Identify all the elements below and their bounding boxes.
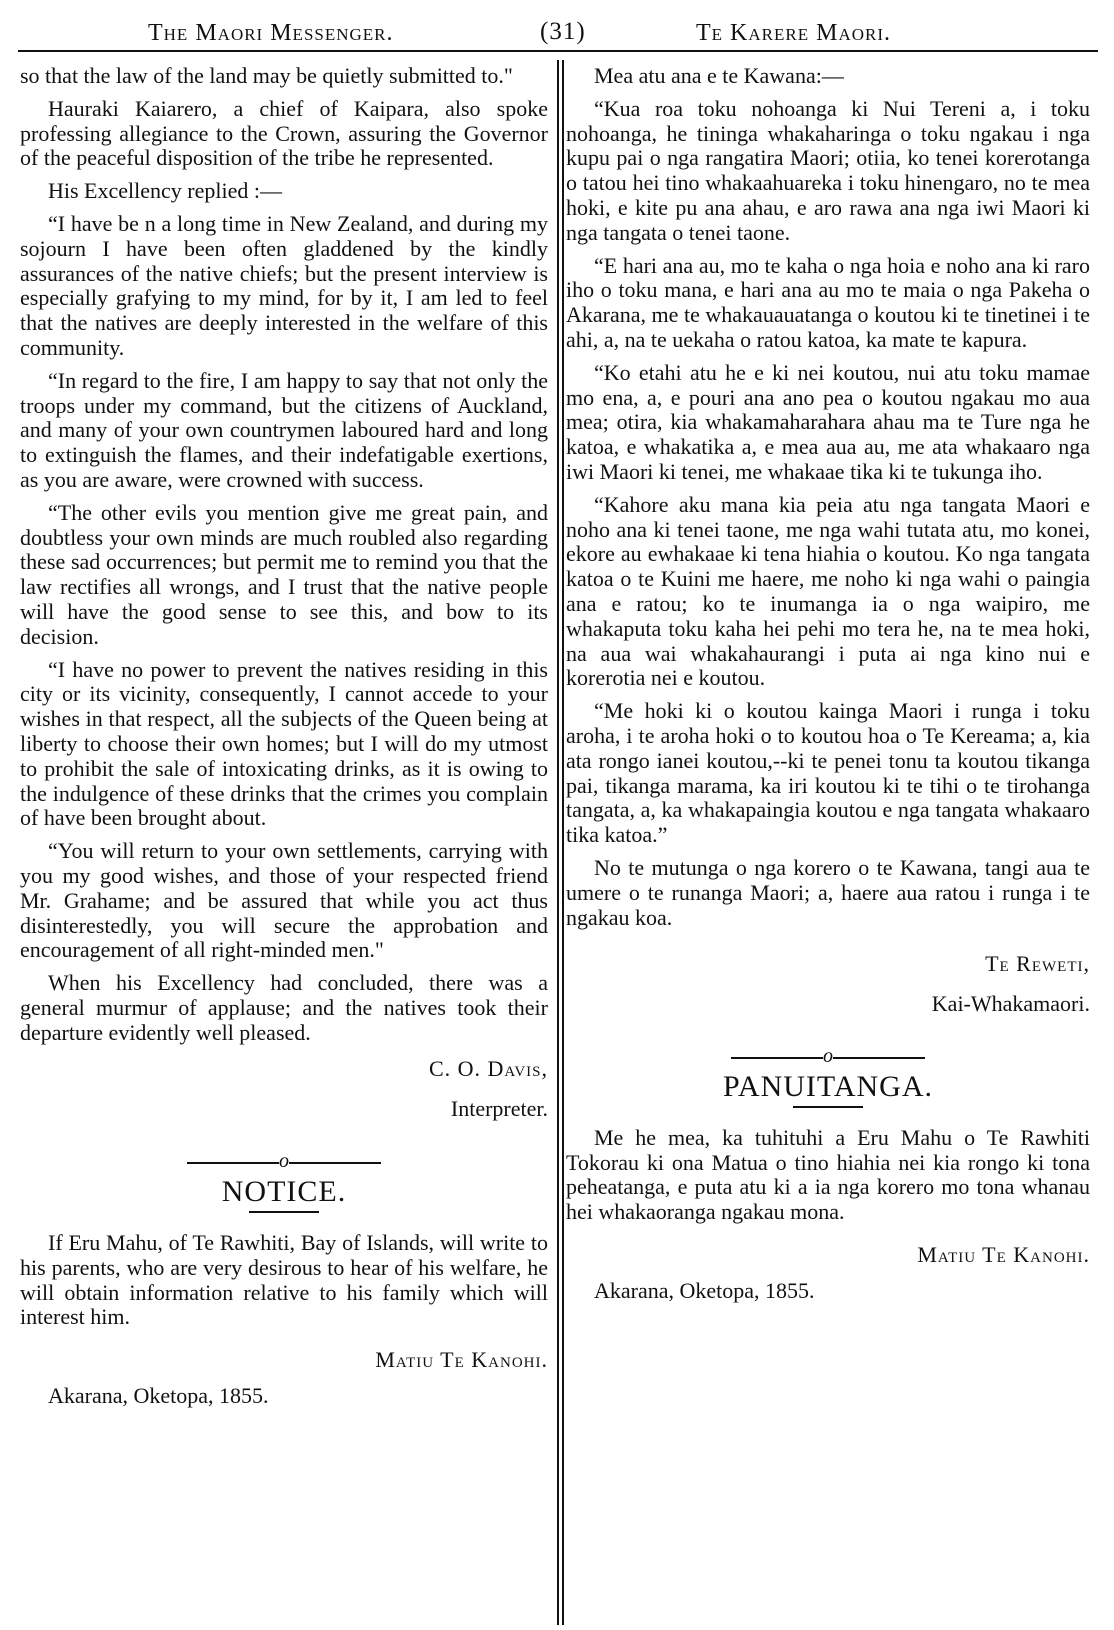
header-rule [18, 50, 1098, 52]
signature-title: Interpreter. [450, 1096, 548, 1122]
signature-name [20, 1053, 548, 1085]
paragraph: “I have be n a long time in New Zealand, and during my sojourn I have been often gladdened by the kindly assurances of the native chiefs; but the present interview is especially grafying to my mind, for by it, I am led to feel that the natives are deeply interested in the welfare of this community. [20, 210, 548, 360]
header-maori-title: Te Karere Maori. [696, 20, 891, 46]
header-english-title: The Maori Messenger. [148, 20, 394, 46]
paragraph: Mea atu ana e te Kawana:— [594, 63, 844, 88]
separator-dash [833, 1057, 925, 1059]
section-separator [566, 1044, 1090, 1069]
paragraph: “I have no power to prevent the natives residing in this city or its vicinity, consequently, I cannot accede to your wishes in that respect, all the subjects of the Queen being at liberty to choose their own homes; but I will do my utmost to prohibit the sale of intoxicating drinks, as it is owing to the indulgence of these drinks that the crimes you complain of have been brought about. [20, 656, 548, 831]
signature-name-text: C. O. Davis, [428, 1056, 548, 1082]
separator-dash [187, 1162, 279, 1164]
notice-signature [20, 1344, 548, 1376]
paragraph: His Excellency replied :— [48, 178, 282, 204]
signature-name [566, 948, 1090, 980]
maori-column [566, 64, 1090, 1312]
heading-rule [249, 1211, 319, 1213]
paragraph: “Me hoki ki o koutou kainga Maori i runga i toku aroha, i te aroha hoki o to koutou hoa o Te Kereama; a, kia ata rongo ianei koutou,--ki te penei tonu ta koutou tikanga pai, tikanga marama, ka iri koutou ki te tihi o te tirohanga tangata, a, ka whakapaingia koutou e nga tangata whakaaro tika katoa.” [566, 698, 1090, 848]
page-number: (31) [540, 18, 586, 45]
notice-heading: NOTICE. [221, 1175, 347, 1209]
notice-signature-text: Matiu Te Kanohi. [375, 1347, 548, 1373]
section-separator [20, 1149, 548, 1174]
paragraph: Hauraki Kaiarero, a chief of Kaipara, also spoke professing allegiance to the Crown, assuring the Governor of the peaceful disposition of the tribe he represented. [20, 95, 548, 171]
column-divider [557, 60, 559, 1625]
paragraph: “In regard to the fire, I am happy to say that not only the troops under my command, but the citizens of Auckland, and many of your own countrymen laboured hard and long to extinguish the flames, and their indefatigable exertions, as you are aware, were crowned with success. [20, 367, 548, 492]
paragraph: “Kahore aku mana kia peia atu nga tangata Maori e noho ana ki tenei taone, me nga wahi tutata atu, mo konei, ekore au ewhakaae ki tena hiahia o koutou. Ko nga tangata katoa o te Kuini me haere, me noho ki nga wahi o paingia ana e ratou; ko te inumanga ia o nga waipiro, me whakaputa toku kaha hei pehi mo tera he, na te mea hoki, na aua wai whakahaurangi i puta ai nga kino nui e korerotia nei e koutou. [566, 491, 1090, 691]
paragraph: “Kua roa toku nohoanga ki Nui Tereni a, i toku nohoanga, he tininga whakaharinga o toku ngakau i nga kupu pai o nga rangatira Maori; otiia, ko tenei korerotanga o tatou hei tino whakaahuareka i toku hinengaro, no te mea hoki, e kite pu ana ahau, e aro rawa ana nga iwi Maori ki nga tangata o tenei taone. [566, 95, 1090, 245]
paragraph: so that the law of the land may be quietly submitted to." [20, 63, 513, 88]
paragraph: “Ko etahi atu he e ki nei koutou, nui atu toku mamae mo ena, a, e pouri ana ano pea o koutou ngakau mo aua mea; otira, kia whakamaharahara ahau ma te Ture nga he katoa, e whakatika a, e mea aua au, me ata whakaaro nga iwi Maori ki tenei, me whakaae tika ki te tukunga iho. [566, 359, 1090, 484]
separator-dash [289, 1162, 381, 1164]
running-head [0, 8, 1114, 48]
notice-text: Me he mea, ka tuhituhi a Eru Mahu o Te Rawhiti Tokorau ki ona Matua o tino hiahia nei kia rongo ki tona peheatanga, e puta atu ki a ia nga korero mo tona whanau hei whakaoranga ngakau mona. [566, 1124, 1090, 1225]
paragraph: When his Excellency had concluded, there was a general murmur of applause; and the natives took their departure evidently well pleased. [20, 970, 548, 1045]
notice-heading: PANUITANGA. [723, 1070, 933, 1104]
notice-signature [566, 1239, 1090, 1271]
heading-rule [793, 1106, 863, 1108]
paragraph: No te mutunga o nga korero o te Kawana, tangi aua te umere o te runanga Maori; a, haere aua ratou i runga i te ngakau koa. [566, 854, 1090, 930]
column-divider [562, 60, 564, 1625]
paragraph: “You will return to your own settlements, carrying with you my good wishes, and those of your respected friend Mr. Grahame; and be assured that while you act thus disinterestedly, you will secure the approbation and encouragement of all right-minded men." [20, 838, 548, 963]
signature-name-text: Te Reweti, [985, 951, 1090, 977]
separator-dash [731, 1057, 823, 1059]
separator-mark: o [823, 1045, 833, 1068]
dateline: Akarana, Oketopa, 1855. [48, 1383, 269, 1409]
paragraph: “The other evils you mention give me great pain, and doubtless your own minds are much roubled also regarding these sad occurrences; but permit me to remind you that the law rectifies all wrongs, and I trust that the native people will have the good sense to see this, and bow to its decision. [20, 499, 548, 649]
notice-signature-text: Matiu Te Kanohi. [917, 1242, 1090, 1268]
signature-title: Kai-Whakamaori. [931, 991, 1090, 1017]
english-column [20, 64, 548, 1417]
dateline: Akarana, Oketopa, 1855. [594, 1278, 815, 1304]
notice-text: If Eru Mahu, of Te Rawhiti, Bay of Islands, will write to his parents, who are very desirous to hear of his welfare, he will obtain information relative to his family which will interest him. [20, 1230, 548, 1330]
separator-mark: o [279, 1150, 289, 1173]
paragraph: “E hari ana au, mo te kaha o nga hoia e noho ana ki raro iho o toku mana, e hari ana au mo te maia o nga Pakeha o Akarana, me te whakauauatanga o koutou ki te tinetinei i te ahi, a, na te uekaha o ratou katoa, ka mate te kapura. [566, 252, 1090, 352]
